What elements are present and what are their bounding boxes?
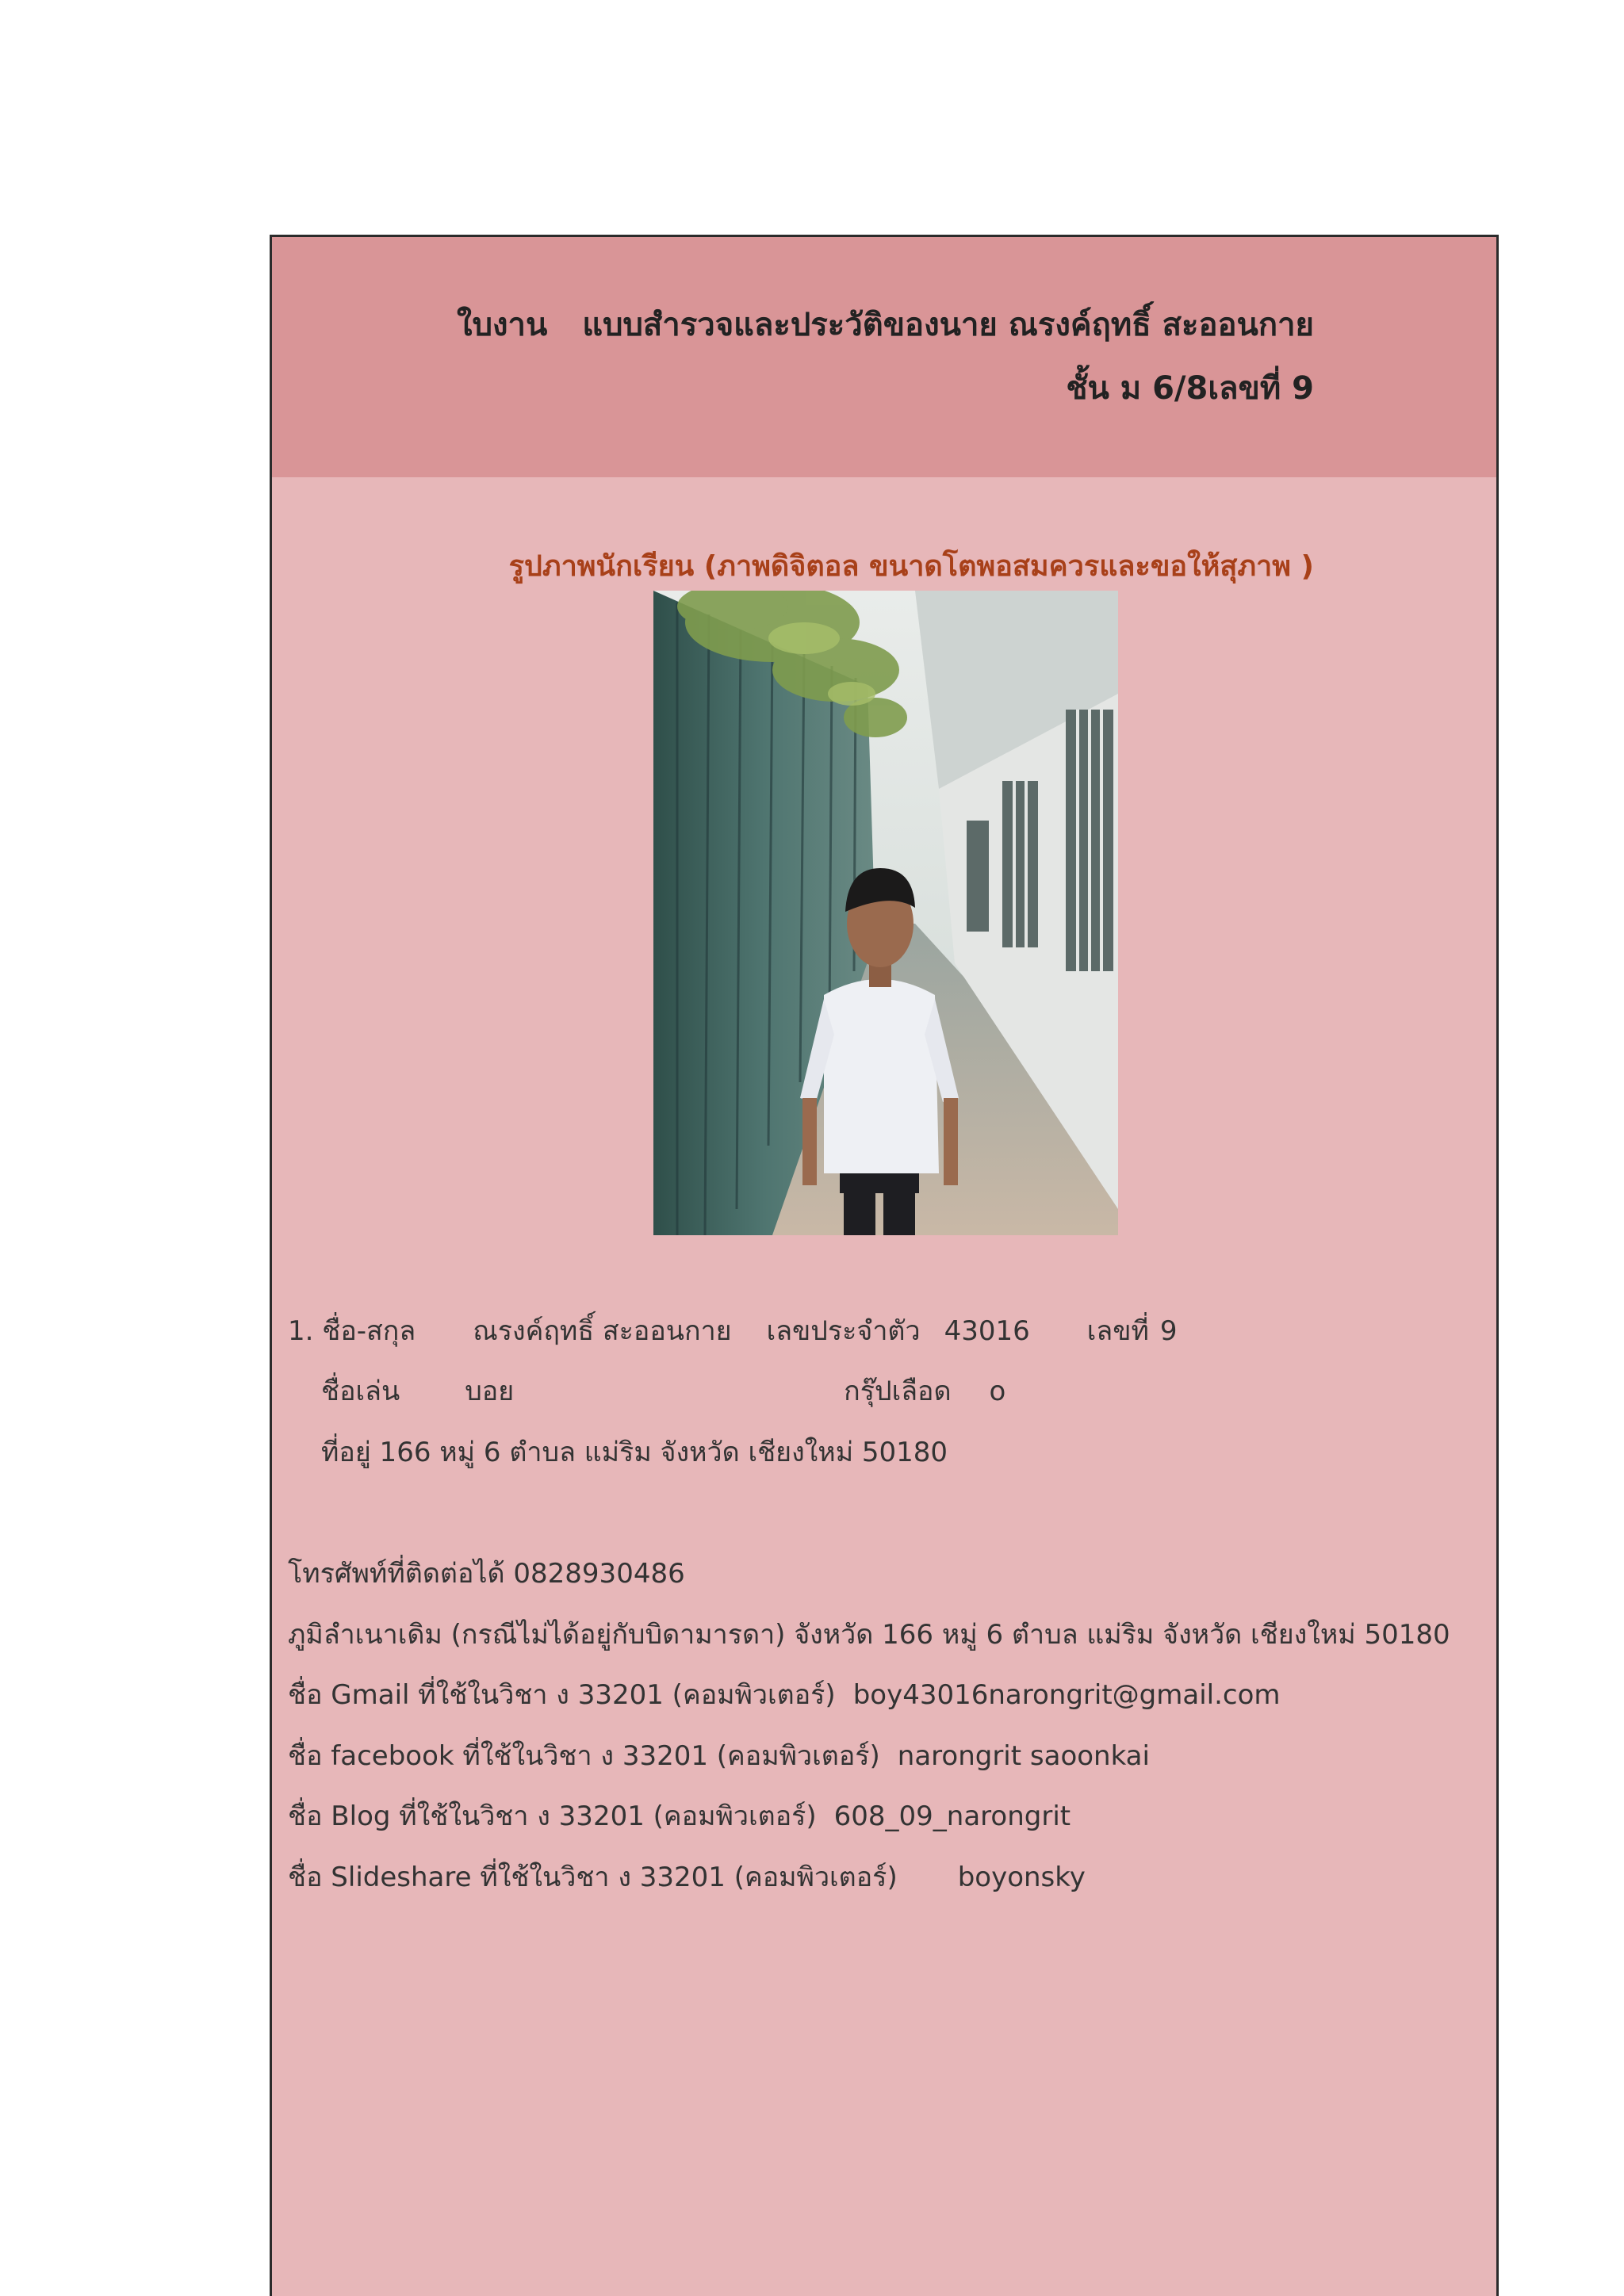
blood-group-label: กรุ๊ปเลือด (844, 1376, 952, 1407)
blog-label: ชื่อ Blog ที่ใช้ในวิชา ง 33201 (คอมพิวเตอร์) (288, 1800, 817, 1832)
blog-value: 608_09_narongrit (833, 1800, 1071, 1832)
header-band (272, 237, 1496, 477)
gmail-line (288, 1673, 1281, 1716)
number-value: 9 (1159, 1315, 1178, 1347)
title-part-2: แบบสำรวจและประวัติของนาย ณรงค์ฤทธิ์ สะออนกาย (582, 307, 1314, 343)
photo-caption: รูปภาพนักเรียน (ภาพดิจิตอล ขนาดโตพอสมควรและขอให้สุภาพ ) (508, 550, 1314, 583)
slideshare-label: ชื่อ Slideshare ที่ใช้ในวิชา ง 33201 (คอมพิวเตอร์) (288, 1862, 898, 1893)
blog-line (288, 1794, 1071, 1837)
number-label: เลขที่ (1086, 1315, 1149, 1347)
worksheet-page (270, 235, 1499, 2296)
phone-line: โทรศัพท์ที่ติดต่อได้ 0828930486 (288, 1558, 685, 1590)
nickname-label: ชื่อเล่น (321, 1376, 400, 1407)
worksheet-title (457, 299, 1314, 350)
address-line: ที่อยู่ 166 หมู่ 6 ตำบล แม่ริม จังหวัด เชียงใหม่ 50180 (321, 1437, 948, 1468)
name-label: 1. ชื่อ-สกุล (288, 1315, 416, 1347)
blood-group-value: o (989, 1376, 1006, 1407)
slideshare-value: boyonsky (957, 1862, 1086, 1893)
student-id-label: เลขประจำตัว (766, 1315, 921, 1347)
name-value: ณรงค์ฤทธิ์ สะออนกาย (473, 1315, 732, 1347)
facebook-value: narongrit saoonkai (897, 1740, 1150, 1772)
gmail-value: boy43016narongrit@gmail.com (852, 1679, 1281, 1711)
slideshare-line (288, 1855, 1086, 1898)
info-line-name (288, 1309, 1178, 1352)
info-line-nickname (321, 1369, 1005, 1412)
gmail-label: ชื่อ Gmail ที่ใช้ในวิชา ง 33201 (คอมพิวเตอร์) (288, 1679, 836, 1711)
nickname-value: บอย (465, 1376, 515, 1407)
student-photo (653, 591, 1118, 1235)
facebook-line (288, 1734, 1150, 1777)
class-and-number: ชั้น ม 6/8เลขที่ 9 (1066, 370, 1314, 407)
hometown-line: ภูมิลำเนาเดิม (กรณีไม่ได้อยู่กับบิดามารดา) จังหวัด 166 หมู่ 6 ตำบล แม่ริม จังหวัด เชียงใหม่ 50180 (288, 1619, 1450, 1651)
facebook-label: ชื่อ facebook ที่ใช้ในวิชา ง 33201 (คอมพิวเตอร์) (288, 1740, 880, 1772)
title-part-1: ใบงาน (457, 307, 548, 343)
student-id-value: 43016 (944, 1315, 1030, 1347)
